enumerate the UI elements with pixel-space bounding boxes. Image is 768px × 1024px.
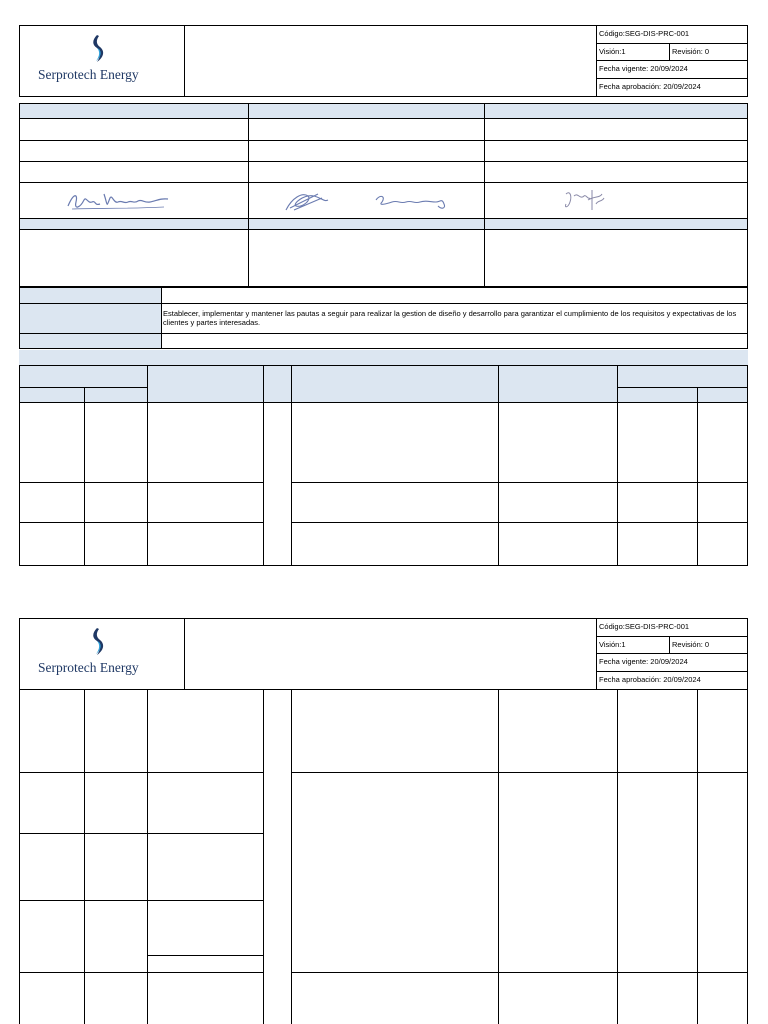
signature-revisado-2	[372, 190, 452, 212]
effective-date: Fecha vigente: 20/09/2024	[599, 64, 688, 73]
flame-logo-icon	[88, 34, 106, 64]
document-revision: Revisión: 0	[672, 640, 710, 649]
approval-date: Fecha aprobación: 20/09/2024	[599, 675, 701, 684]
company-name: Serprotech Energy	[38, 67, 139, 82]
activity-section-band	[19, 350, 748, 365]
flame-logo-icon	[88, 627, 106, 657]
document-version: Visión:1	[599, 640, 626, 649]
effective-date: Fecha vigente: 20/09/2024	[599, 657, 688, 666]
company-name: Serprotech Energy	[38, 660, 139, 675]
signature-aprobado	[560, 186, 610, 214]
company-logo-page-2	[24, 625, 180, 681]
objective-text: Establecer, implementar y mantener las pautas a seguir para realizar la gestion de diseño y desarrollo para garantizar el cumplimiento de los requisitos y expectativas de los clientes y partes interesadas.	[163, 309, 737, 327]
document-version: Visión:1	[599, 47, 626, 56]
objective-label-cell	[20, 288, 161, 348]
activity-table-continued	[19, 690, 748, 1024]
signature-revisado-1	[282, 188, 332, 214]
approval-date: Fecha aprobación: 20/09/2024	[599, 82, 701, 91]
approval-header-row	[20, 104, 747, 118]
document-code: Código:SEG-DIS-PRC-001	[599, 29, 690, 38]
document-code: Código:SEG-DIS-PRC-001	[599, 622, 690, 631]
document-revision: Revisión: 0	[672, 47, 710, 56]
company-logo	[24, 32, 180, 88]
activity-header-row	[20, 366, 747, 402]
signature-elaborado	[64, 188, 174, 214]
approval-subheader-row	[20, 219, 747, 229]
